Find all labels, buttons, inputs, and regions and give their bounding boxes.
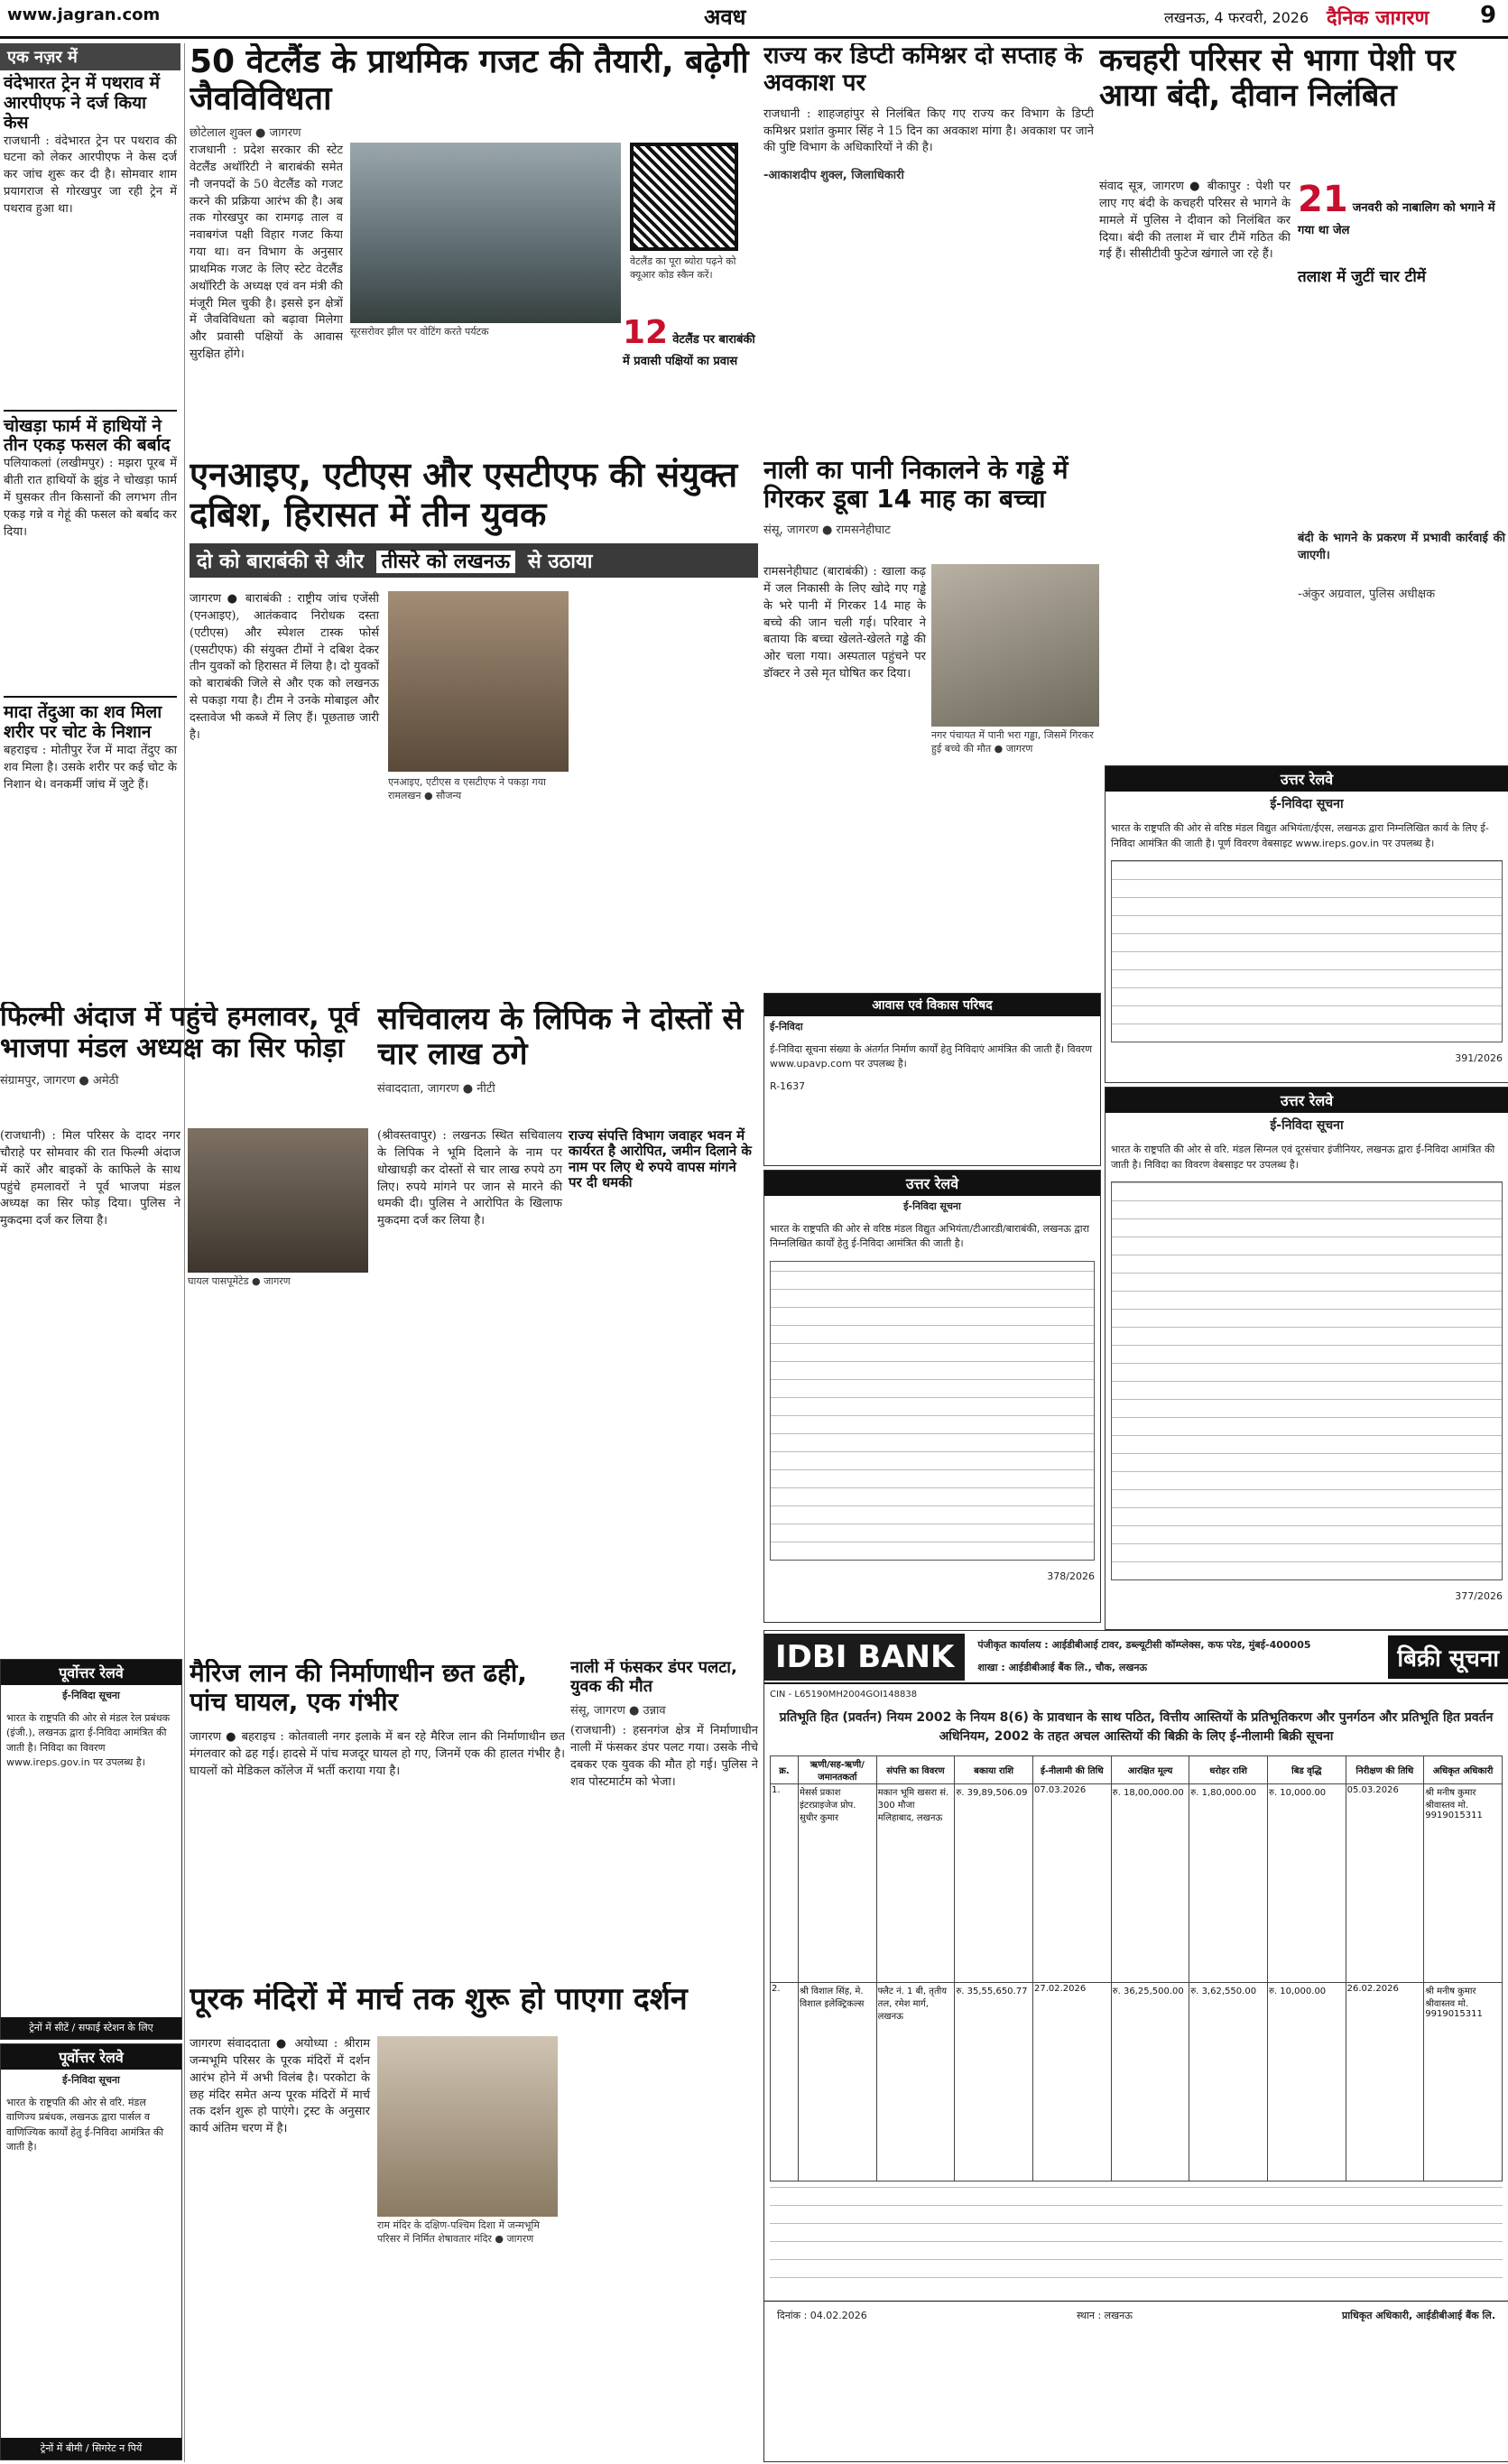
tender-right-1-footer: 391/2026 [1455,1052,1503,1064]
tender-left-2-body: भारत के राष्ट्रपति की ओर से वरि. मंडल वाणिज्य प्रबंधक, लखनऊ द्वारा पार्सल व वाणिज्यिक कार्यों हेतु ई-निविदा आमंत्रित की जाती है। [6,2096,164,2153]
story-child-byline: संसू, जागरण ● रामसनेहीघाट [763,523,891,538]
table-cell: रु. 18,00,000.00 [1111,1784,1189,1983]
wetland-photo-caption: सूरसरोवर झील पर वोटिंग करते पर्यटक [350,326,489,338]
table-cell: रु. 10,000.00 [1267,1784,1346,1983]
story-deputy-body: राजधानी : शाहजहांपुर से निलंबित किए गए राज्य कर विभाग के डिप्टी कमिश्नर प्रशांत कुमार सिंह ने 15 दिन का अवकाश मांगा है। अवकाश पर जाने की पुष्टि विभाग के अधिकारियों ने की है। [763,107,1094,155]
table-header-cell: निरीक्षण की तिथि [1346,1756,1424,1784]
table-header-cell: आरक्षित मूल्य [1111,1756,1189,1784]
tender-left-2-title: पूर्वोत्तर रेलवे [1,2044,181,2070]
table-cell: श्री मनीष कुमार श्रीवास्तव मो. 9919015311 [1424,1983,1503,2181]
story-roof-body: जागरण ● बहराइच : कोतवाली नगर इलाके में बन रहे मैरिज लान की निर्माणाधीन छत मंगलवार को ढह गई। हादसे में पांच मजदूर घायल हो गए, जिनमें एक की हालत गंभीर है। घायलों को मेडिकल कॉलेज में भर्ती कराया गया है। [190,1730,565,1779]
table-cell: 07.03.2026 [1032,1784,1111,1983]
table-header-cell: बकाया राशि [955,1756,1033,1784]
ek-nazar-column [0,43,180,1054]
story-clerk-kicker: राज्य संपत्ति विभाग जवाहर भवन में कार्यरत है आरोपित, जमीन दिलाने के नाम पर लिए थे रुपये वापस मांगने पर दी धमकी [569,1127,752,1190]
story-wetland [190,43,758,449]
idbi-footer-date: दिनांक : 04.02.2026 [777,2310,867,2321]
table-row [771,1784,1503,1983]
story-nia-sub-a: दो को बाराबंकी से और [197,551,365,574]
idbi-address: पंजीकृत कार्यालय : आईडीबीआई टावर, डब्ल्यूटीसी कॉम्प्लेक्स, कफ परेड, मुंबई-400005 [977,1639,1311,1651]
ek-nazar-body-2: पलियाकलां (लखीमपुर) : मझरा पूरब में बीती रात हाथियों के झुंड ने चोखड़ा फार्म में घुसकर तीन किसानों की लगभग तीन एकड़ गन्ने व गेहूं की फसल को बर्बाद कर दिया। [4,457,177,539]
tender-center-1-footer: R-1637 [770,1079,806,1092]
idbi-logo: IDBI BANK [764,1634,965,1681]
wetland-callout-text: वेटलैंड पर बाराबंकी में प्रवासी पक्षियों का प्रवास [623,333,755,368]
tender-left-2-footer: ट्रेनों में बीमी / सिगरेट न पियें [1,2438,181,2460]
table-header-cell: संपत्ति का विवरण [876,1756,955,1784]
tender-right-1-title: उत्तर रेलवे [1106,766,1508,792]
court-callout [1298,179,1505,237]
story-clerk-byline: संवाददाता, जागरण ● नीटी [377,1082,495,1097]
story-deputy-byline: -आकाशदीप शुक्ल, जिलाधिकारी [763,169,904,183]
story-child-drown [763,456,1099,988]
ek-nazar-head-2: चोखड़ा फार्म में हाथियों ने तीन एकड़ फसल की बर्बाद [4,415,171,456]
tender-left-2-sub: ई-निविदा सूचना [62,2074,120,2086]
table-row [771,1983,1503,2181]
idbi-table-header [771,1756,1503,1784]
tender-center-2 [763,1170,1101,1623]
tender-center-1-title: आवास एवं विकास परिषद [764,994,1100,1016]
story-nia-raid [190,456,758,988]
tender-right-2-sub: ई-निविदा सूचना [1270,1118,1344,1133]
story-roof-headline: मैरिज लान की निर्माणाधीन छत ढही, पांच घायल, एक गंभीर [190,1659,527,1718]
tender-center-2-footer: 378/2026 [1047,1570,1095,1582]
dateline: लखनऊ, 4 फरवरी, 2026 [1164,9,1309,26]
table-cell: रु. 36,25,500.00 [1111,1983,1189,2181]
story-temple-headline: पूरक मंदिरों में मार्च तक शुरू हो पाएगा दर्शन [190,1982,688,2017]
tender-right-2 [1105,1087,1508,1630]
story-child-body: रामसनेहीघाट (बाराबंकी) : खाला कढ़ में जल निकासी के लिए खोदे गए गड्ढे के भरे पानी में गिरकर 14 माह के बच्चे की जान चली गई। परिवार ने बताया कि बच्चा खेलते-खेलते गड्ढे की ओर चला गया। अस्पताल पहुंचने पर डॉक्टर ने उसे मृत घोषित कर दिया। [763,565,926,681]
masthead [0,0,1508,39]
tender-left-1-sub: ई-निविदा सूचना [62,1690,120,1701]
tender-right-1 [1105,765,1508,1083]
story-child-headline: नाली का पानी निकालने के गड्ढे में गिरकर डूबा 14 माह का बच्चा [763,456,1069,514]
story-attack [0,1002,372,1652]
idbi-branch: शाखा : आईडीबीआई बैंक लि., चौक, लखनऊ [977,1661,1148,1673]
story-court-escape [1099,43,1507,765]
paper-name: दैनिक जागरण [1327,7,1429,30]
table-header-cell: धरोहर राशि [1189,1756,1268,1784]
tender-center-1-body: ई-निविदा सूचना संख्या के अंतर्गत निर्माण कार्यों हेतु निविदाएं आमंत्रित की जाती हैं। विवरण www.upavp.com पर उपलब्ध है। [770,1042,1093,1070]
table-cell: 05.03.2026 [1346,1784,1424,1983]
table-cell: रु. 1,80,000.00 [1189,1784,1268,1983]
story-wetland-headline: 50 वेटलैंड के प्राथमिक गजट की तैयारी, बढ़ेगी जैवविविधता [190,43,749,118]
table-cell: रु. 10,000.00 [1267,1983,1346,2181]
suspect-photo-caption: एनआइए, एटीएस व एसटीएफ ने पकड़ा गया रामलखन ● सौजन्य [388,776,546,801]
edition-name: अवध [704,5,746,30]
story-wetland-byline: छोटेलाल शुक्ल ● जागरण [190,125,301,140]
story-roof-collapse [190,1659,565,1975]
story-attack-body: (राजधानी) : मिल परिसर के दादर नगर चौराहे पर सोमवार की रात फिल्मी अंदाज में कारें और बाइकों के काफिले के साथ पहुंचे हमलावरों ने पूर्व भाजपा मंडल अध्यक्ष का सिर फोड़ दिया। पुलिस ने मुकदमा दर्ज कर लिया है। [0,1129,180,1228]
story-attack-byline: संग्रामपुर, जागरण ● अमेठी [0,1074,119,1088]
table-header-cell: बिड वृद्धि [1267,1756,1346,1784]
ek-nazar-title: एक नज़र में [0,43,180,70]
story-nia-sub-c: से उठाया [527,551,593,574]
table-cell: रु. 39,89,506.09 [955,1784,1033,1983]
tender-right-2-title: उत्तर रेलवे [1106,1088,1508,1113]
story-clerk-headline: सचिवालय के लिपिक ने दोस्तों से चार लाख ठगे [377,1002,744,1073]
ek-nazar-head-1: वंदेभारत ट्रेन में पथराव में आरपीएफ ने दर्ज किया केस [4,73,161,133]
page-number: 9 [1480,2,1497,29]
idbi-cin: CIN - L65190MH2004GOI148838 [770,1690,918,1700]
tender-left-1-footer: ट्रेनों में सीटें / सफाई स्टेशन के लिए [1,2017,181,2040]
idbi-footer-place: स्थान : लखनऊ [1076,2310,1133,2321]
table-cell: 26.02.2026 [1346,1983,1424,2181]
site-url[interactable]: www.jagran.com [7,5,161,24]
table-cell: 2. [771,1983,799,2181]
pit-photo [931,564,1099,727]
story-wetland-body: राजधानी : प्रदेश सरकार की स्टेट वेटलैंड अथॉरिटी ने बाराबंकी समेत नौ जनपदों के 50 वेटलैंड को गजट करने की प्रक्रिया आरंभ की है। अब तक गोरखपुर का रामगढ़ ताल व नवाबगंज पक्षी विहार गजट किया गया था। वन विभाग के अनुसार प्राथमिक गजट के लिए स्टेट वेटलैंड अथॉरिटी के अध्यक्ष एवं वन मंत्री की मंजूरी मिल चुकी है। इससे इन क्षेत्रों में जैवविविधता को बढ़ावा मिलेगा और प्रवासी पक्षियों के आवास सुरक्षित होंगे। [190,144,343,362]
table-header-cell: क्र. [771,1756,799,1784]
tender-right-2-footer: 377/2026 [1455,1590,1503,1602]
tender-left-1-body: भारत के राष्ट्रपति की ओर से मंडल रेल प्रबंधक (इंजी.), लखनऊ द्वारा ई-निविदा आमंत्रित की जाती है। निविदा का विवरण www.ireps.gov.in पर उपलब्ध है। [6,1711,171,1768]
table-cell: मेसर्स प्रकाश इंटरप्राइजेज प्रोप. सुधीर कुमार [799,1784,877,1983]
tender-right-1-body: भारत के राष्ट्रपति की ओर से वरिष्ठ मंडल विद्युत अभियंता/ईएस, लखनऊ द्वारा निम्नलिखित कार्य के लिए ई-निविदा आमंत्रित की जाती है। पूर्ण विवरण वेबसाइट www.ireps.gov.in पर उपलब्ध है। [1111,822,1489,849]
table-header-cell: अधिकृत अधिकारी [1424,1756,1503,1784]
story-nia-body: जागरण ● बाराबंकी : राष्ट्रीय जांच एजेंसी (एनआइए), आतंकवाद निरोधक दस्ता (एटीएस) और स्पेशल टास्क फोर्स (एसटीएफ) की संयुक्त टीमों ने दबिश देकर तीन युवकों को हिरासत में लिया है। दो युवकों को बाराबंकी जिले से और एक को लखनऊ से पकड़ा गया है। टीम ने उनके मोबाइल और दस्तावेज भी कब्जे में लिए हैं। पूछताछ जारी है। [190,592,379,742]
tender-left-2 [0,2043,182,2460]
story-nia-subline [190,543,758,578]
court-callout-text: जनवरी को नाबालिग को भगाने में गया था जेल [1298,201,1495,237]
table-cell: श्री विशाल सिंह, मे. विशाल इलेक्ट्रिकल्स [799,1983,877,2181]
tender-center-1-sub: ई-निविदा [770,1021,803,1033]
qr-code[interactable] [630,143,738,251]
story-temple-body: जागरण संवाददाता ● अयोध्या : श्रीराम जन्मभूमि परिसर के पूरक मंदिरों में दर्शन आरंभ होने में अभी विलंब है। परकोटा के छह मंदिर समेत अन्य पूरक मंदिरों में मार्च तक दर्शन शुरू हो पाएंगे। ट्रस्ट के अनुसार कार्य अंतिम चरण में है। [190,2037,370,2136]
temple-photo [377,2036,558,2217]
story-temple [190,1982,758,2460]
story-attack-headline: फिल्मी अंदाज में पहुंचे हमलावर, पूर्व भाजपा मंडल अध्यक्ष का सिर फोड़ा [0,1002,359,1064]
table-header-cell: ई-नीलामी की तिथि [1032,1756,1111,1784]
story-court-byline: -अंकुर अग्रवाल, पुलिस अधीक्षक [1298,588,1436,601]
pit-photo-caption: नगर पंचायत में पानी भरा गड्ढा, जिसमें गिरकर हुई बच्चे की मौत ● जागरण [931,729,1094,755]
story-deputy-headline: राज्य कर डिप्टी कमिश्नर दो सप्ताह के अवकाश पर [763,43,1083,97]
tender-center-1 [763,993,1101,1166]
injured-photo [188,1128,368,1273]
table-cell: रु. 35,55,650.77 [955,1983,1033,2181]
wetland-callout-number: 12 [623,314,669,351]
story-court-subhead: तलाश में जुटीं चार टीमें [1298,268,1426,286]
ek-nazar-body-3: बहराइच : मोतीपुर रेंज में मादा तेंदुए का शव मिला है। उसके शरीर पर कई चोट के निशान थे। वनकर्मी जांच में जुटे हैं। [4,743,177,792]
story-nia-sub-b: तीसरे को लखनऊ [376,551,515,573]
story-court-quote: बंदी के भागने के प्रकरण में प्रभावी कार्रवाई की जाएगी। [1298,532,1505,562]
tender-left-1-title: पूर्वोत्तर रेलवे [1,1660,181,1685]
tender-center-2-title: उत्तर रेलवे [764,1171,1100,1196]
suspect-photo [388,591,569,772]
table-cell: रु. 3,62,550.00 [1189,1983,1268,2181]
qr-caption: वेटलैंड का पूरा ब्योरा पढ़ने को क्यूआर कोड स्कैन करें। [630,255,736,281]
story-dumper-body: (राजधानी) : हसनगंज क्षेत्र में निर्माणाधीन नाली में फंसकर डंपर पलट गया। उसके नीचे दबकर एक युवक की मौत हो गई। पुलिस ने शव पोस्टमार्टम को भेजा। [570,1724,758,1789]
tender-right-2-body: भारत के राष्ट्रपति की ओर से वरि. मंडल सिग्नल एवं दूरसंचार इंजीनियर, लखनऊ द्वारा ई-निविदा आमंत्रित की जाती है। निविदा का विवरण वेबसाइट पर उपलब्ध है। [1111,1144,1495,1171]
table-cell: 1. [771,1784,799,1983]
table-cell: फ्लैट नं. 1 बी, तृतीय तल, रमेश मार्ग, लखनऊ [876,1983,955,2181]
tender-center-2-sub: ई-निविदा सूचना [903,1200,961,1212]
story-clerk-body: (श्रीवस्तवापुर) : लखनऊ स्थित सचिवालय के लिपिक ने भूमि दिलाने के नाम पर धोखाधड़ी कर दोस्तों से चार लाख रुपये ठग लिए। रुपये मांगने पर जान से मारने की धमकी दी। पुलिस ने आरोपित के खिलाफ मुकदमा दर्ज कर लिया है। [377,1129,562,1228]
wetland-callout [623,314,758,368]
table-header-cell: ऋणी/सह-ऋणी/जमानतकर्ता [799,1756,877,1784]
ek-nazar-head-3: मादा तेंदुआ का शव मिला शरीर पर चोट के निशान [4,702,162,743]
idbi-sale-title: बिक्री सूचना [1388,1635,1508,1679]
ek-nazar-body-1: राजधानी : वंदेभारत ट्रेन पर पथराव की घटना को लेकर आरपीएफ ने केस दर्ज कर जांच शुरू कर दी है। सोमवार शाम प्रयागराज से गोरखपुर जा रही ट्रेन में पथराव हुआ था। [4,134,177,216]
table-cell: श्री मनीष कुमार श्रीवास्तव मो. 9919015311 [1424,1784,1503,1983]
temple-photo-caption: राम मंदिर के दक्षिण-पश्चिम दिशा में जन्मभूमि परिसर में निर्मित शेषावतार मंदिर ● जागरण [377,2219,540,2245]
tender-center-2-body: भारत के राष्ट्रपति की ओर से वरिष्ठ मंडल विद्युत अभियंता/टीआरडी/बाराबंकी, लखनऊ द्वारा निम्नलिखित कार्यों हेतु ई-निविदा आमंत्रित की जाती है। [770,1222,1089,1249]
court-callout-number: 21 [1298,179,1348,220]
idbi-notice [763,1630,1508,2462]
idbi-auction-table [770,1755,1503,2181]
story-court-body: संवाद सूत्र, जागरण ● बीकापुर : पेशी पर लाए गए बंदी के कचहरी परिसर से भागने के मामले में पुलिस ने दीवान को निलंबित कर दिया। बंदी की तलाश में चार टीमें गठित की गई हैं। सीसीटीवी फुटेज खंगाले जा रहे हैं। [1099,180,1291,262]
table-cell: मकान भूमि खसरा सं. 300 मौजा मलिहाबाद, लखनऊ [876,1784,955,1983]
table-cell: 27.02.2026 [1032,1983,1111,2181]
story-deputy-commissioner [763,43,1094,449]
story-clerk-fraud [377,1002,758,1652]
injured-photo-caption: घायल पासपूमेंटेड ● जागरण [188,1275,291,1287]
story-nia-headline: एनआइए, एटीएस और एसटीएफ की संयुक्त दबिश, हिरासत में तीन युवक [190,456,738,534]
idbi-notice-head: प्रतिभूति हित (प्रवर्तन) नियम 2002 के नियम 8(6) के प्रावधान के साथ पठित, वित्तीय आस्तियों के प्रतिभूतिकरण और पुनर्गठन और प्रतिभूति हित प्रवर्तन अधिनियम, 2002 के तहत अचल आस्तियों की बिक्री के लिए ई-नीलामी बिक्री सूचना [779,1710,1494,1744]
tender-right-1-sub: ई-निविदा सूचना [1270,797,1344,811]
story-court-headline: कचहरी परिसर से भागा पेशी पर आया बंदी, दीवान निलंबित [1099,43,1456,115]
story-dumper-headline: नाली में फंसकर डंपर पलटा, युवक की मौत [570,1659,737,1696]
idbi-footer-officer: प्राधिकृत अधिकारी, आईडीबीआई बैंक लि. [1342,2310,1495,2321]
tender-left-1 [0,1659,182,2040]
wetland-photo [350,143,621,323]
story-dumper-byline: संसू, जागरण ● उन्नाव [570,1704,666,1718]
